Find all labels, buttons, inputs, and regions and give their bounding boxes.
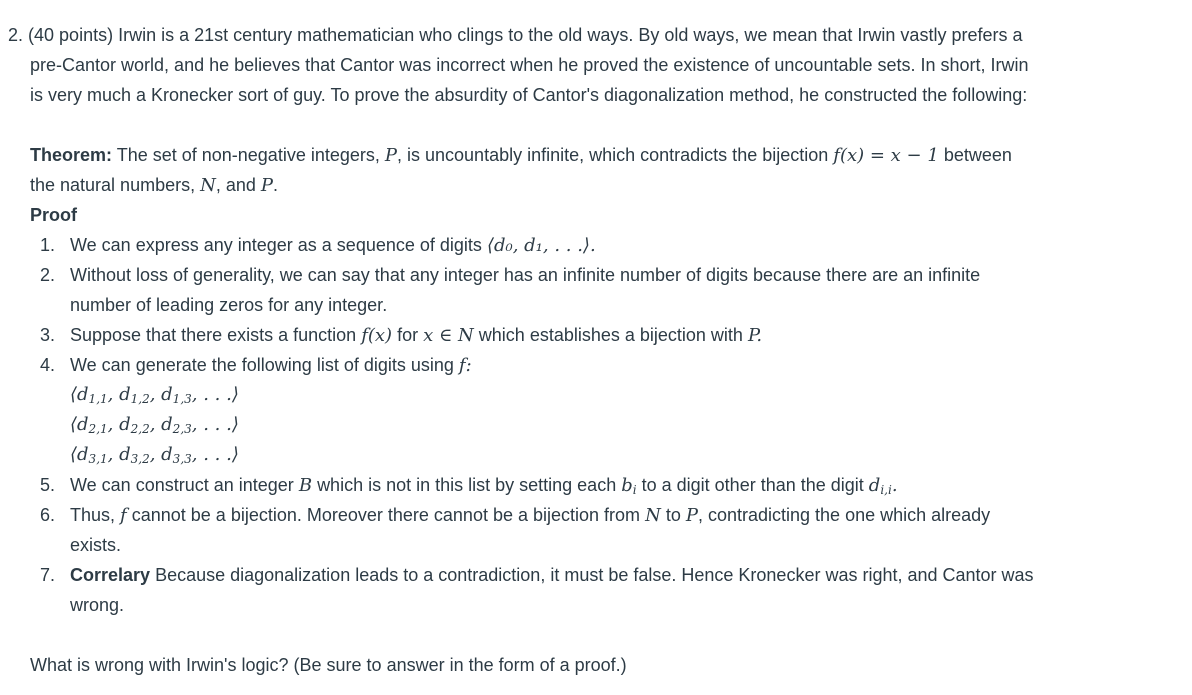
question-intro-2: pre-Cantor world, and he believes that Cantor was incorrect when he proved the existence of uncountable sets. In short, Irwin (30, 55, 1029, 75)
step-math-a: f (120, 505, 127, 526)
step-number: 1. (40, 235, 56, 255)
step-text-b: cannot be a bijection. Moreover there cannot be a bijection from (131, 505, 641, 525)
step-math-c: $d_{i,i}$. (868, 475, 898, 497)
question-points: (40 points) (28, 25, 114, 45)
step-text-c: which establishes a bijection with (478, 325, 743, 345)
proof-step-2 (40, 260, 980, 290)
digit-row-1: $⟨d_{1,1}$, $d_{1,2}$, $d_{1,3}$, . . .⟩ (70, 384, 239, 406)
theorem-text-a: The set of non-negative integers, (116, 145, 380, 165)
step-math-b: $b_i$ (621, 475, 637, 497)
step-math-c: P (685, 505, 698, 526)
proof-step-6 (40, 500, 990, 531)
step-text-b: which is not in this list by setting each (317, 475, 617, 495)
theorem-line2-c: . (273, 175, 279, 195)
theorem-formula: f(x) = x − 1 (833, 145, 939, 166)
corollary-label: Correlary (70, 565, 151, 585)
digit-row-2-idx: 2,1 (88, 422, 108, 436)
theorem-var-n: N (200, 175, 216, 196)
step-math: ⟨d₀, d₁, . . .⟩. (486, 235, 596, 256)
step-number: 7. (40, 565, 56, 585)
theorem-text-b: , is uncountably infinite, which contradicts the bijection (397, 145, 829, 165)
proof-step-4 (40, 350, 472, 381)
question-prompt: What is wrong with Irwin's logic? (Be sure to answer in the form of a proof.) (30, 655, 627, 675)
theorem-var-p: P (384, 145, 398, 166)
digit-row-3: $⟨d_{3,1}$, $d_{3,2}$, $d_{3,3}$, . . .⟩ (70, 444, 239, 466)
step-math-b: N (645, 505, 661, 526)
proof-step-1 (40, 230, 596, 261)
step-text-a: Thus, (70, 505, 116, 525)
step-math-a: B (298, 475, 313, 496)
step-text-c: to (665, 505, 681, 525)
step-text-a: Suppose that there exists a function (70, 325, 357, 345)
digit-row-2: $⟨d_{2,1}$, $d_{2,2}$, $d_{2,3}$, . . .⟩ (70, 414, 239, 436)
digit-row-1-idx: 1,1 (88, 392, 108, 406)
step-text: Because diagonalization leads to a contradiction, it must be false. Hence Kronecker was right, and Cantor was (155, 565, 1034, 585)
step-text: We can express any integer as a sequence of digits (70, 235, 482, 255)
proof-step-7 (40, 560, 1034, 590)
step-text: Without loss of generality, we can say that any integer has an infinite number of digits because there are an infinite (70, 265, 981, 285)
theorem-line-1 (30, 140, 1012, 171)
step-number: 4. (40, 355, 56, 375)
step-math-c: P. (747, 325, 763, 346)
digit-row-3-idx: 3,1 (88, 452, 108, 466)
step-text-b: for (397, 325, 419, 345)
proof-step-7-cont: wrong. (70, 595, 125, 615)
proof-step-6-cont: exists. (70, 535, 122, 555)
question-number: 2. (8, 25, 24, 45)
step-number: 6. (40, 505, 56, 525)
question-line-1 (8, 20, 1022, 50)
theorem-label: Theorem: (30, 145, 113, 165)
step-text-d: , contradicting the one which already (697, 505, 991, 525)
step-math-a: f(x) (361, 325, 393, 346)
step-text: We can generate the following list of digits using (70, 355, 454, 375)
step-text-c: to a digit other than the digit (641, 475, 864, 495)
step-text-a: We can construct an integer (70, 475, 294, 495)
proof-step-3 (40, 320, 762, 351)
step-number: 2. (40, 265, 56, 285)
theorem-text-c: between (943, 145, 1012, 165)
theorem-line2-a: the natural numbers, (30, 175, 196, 195)
proof-label: Proof (30, 205, 77, 225)
question-intro-1: Irwin is a 21st century mathematician who clings to the old ways. By old ways, we mean that Irwin vastly prefers a (118, 25, 1023, 45)
theorem-line2-b: , and (215, 175, 256, 195)
question-intro-3: is very much a Kronecker sort of guy. To prove the absurdity of Cantor's diagonalization method, he constructed the following: (30, 85, 1028, 105)
step-number: 5. (40, 475, 56, 495)
step-number: 3. (40, 325, 56, 345)
theorem-line-2 (30, 170, 278, 201)
theorem-var-p2: P (260, 175, 274, 196)
proof-step-2-cont: number of leading zeros for any integer. (70, 295, 388, 315)
step-math-b: x ∈ N (423, 325, 474, 346)
step-math: f: (458, 355, 472, 376)
